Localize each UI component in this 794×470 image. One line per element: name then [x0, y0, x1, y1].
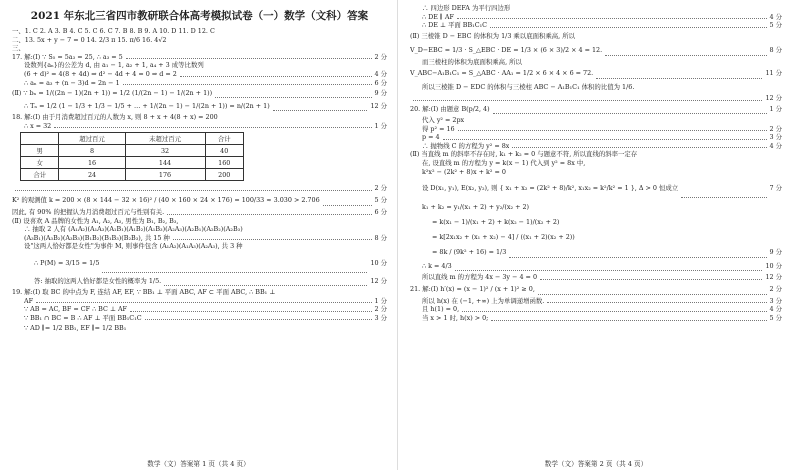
answer-line — [12, 122, 387, 131]
table-header-row — [21, 133, 244, 145]
table-cell: 200 — [205, 169, 244, 181]
answer-line — [410, 66, 782, 81]
score-label: 11 分 — [765, 69, 782, 78]
table-cell: 40 — [205, 145, 244, 157]
score-label: 6 分 — [374, 78, 387, 87]
answer-text: (Ⅱ) ∵ bₙ = 1/((2n − 1)(2n + 1)) = 1/2 (1/(2n − 1) − 1/(2n + 1)) — [12, 89, 213, 98]
score-label: 4 分 — [769, 305, 782, 314]
answer-line — [12, 100, 387, 113]
answer-text: = k(x₁ − 1)/(x₁ + 2) + k(x₂ − 1)/(x₂ + 2) — [432, 218, 560, 227]
score-label: 3 分 — [769, 133, 782, 142]
answer-text: 二、13. 5x + y − 7 = 0 14. 2/3 π 15. π/6 16. 4√2 — [12, 35, 167, 44]
table-cell: 144 — [125, 157, 205, 169]
answer-line — [410, 133, 782, 142]
table-cell: 160 — [205, 157, 244, 169]
answer-line — [410, 273, 782, 282]
answer-text: 而三棱柱的体积为底面积乘高, 所以 — [422, 57, 522, 66]
leader-dots — [538, 282, 767, 295]
answer-line — [410, 230, 782, 245]
answer-line — [410, 282, 782, 297]
answer-line — [410, 30, 782, 43]
score-label: 5 分 — [769, 313, 782, 322]
score-label: 3 分 — [769, 296, 782, 305]
score-label: 1 分 — [374, 296, 387, 305]
answer-line — [410, 142, 782, 151]
score-label: 4 分 — [374, 69, 387, 78]
score-label: 3 分 — [374, 313, 387, 322]
table-cell: 176 — [125, 169, 205, 181]
document-title: 2021 年东北三省四市教研联合体高考模拟试卷（一）数学（文科）答案 — [30, 10, 369, 22]
leader-dots — [547, 297, 766, 304]
table-cell: 男 — [21, 145, 59, 157]
answer-line — [410, 4, 782, 13]
table-cell: 16 — [59, 157, 125, 169]
leader-dots — [123, 79, 372, 86]
answer-line — [12, 314, 387, 323]
answer-text: = 8k / (9k² + 16) = 1/3 — [432, 248, 507, 257]
answer-line — [12, 70, 387, 79]
answer-text: V_ABC−A₁B₁C₁ = S_△ABC · AA₁ = 1/2 × 6 × 4 × 6 = 72. — [410, 69, 594, 78]
leader-dots — [126, 53, 372, 60]
answer-line — [12, 275, 387, 288]
answer-line — [410, 305, 782, 314]
leader-dots — [102, 251, 367, 273]
leader-dots — [215, 87, 371, 98]
answer-text: 得 p² = 16 — [422, 124, 455, 133]
score-label: 1 分 — [374, 121, 387, 130]
leader-dots — [173, 234, 372, 241]
score-label: 12 分 — [370, 276, 387, 285]
answer-line — [12, 242, 387, 251]
answer-line — [410, 245, 782, 260]
answer-text: ∵ BB₁ ∩ BC = B ∴ AF ⊥ 平面 BB₁C₁C — [24, 313, 142, 322]
leader-dots — [512, 142, 766, 149]
answer-text: 代入 y² = 2px — [422, 115, 465, 124]
answer-line — [410, 297, 782, 306]
leader-dots — [36, 297, 371, 304]
answer-line — [410, 103, 782, 116]
answer-text: 18. 解:(Ⅰ) 由于月消费超过百元的人数为 x, 则 8 + x + 4(8 + x) = 200 — [12, 113, 218, 122]
leader-dots — [130, 305, 372, 312]
table-header-cell — [21, 133, 59, 145]
answer-text: 20. 解:(Ⅰ) 由题意 B(p/2, 4) — [410, 104, 490, 113]
leader-dots — [681, 176, 766, 198]
leader-dots — [457, 13, 767, 20]
answer-line — [12, 322, 387, 335]
score-label: 2 分 — [374, 305, 387, 314]
answer-line — [12, 225, 387, 234]
answer-text: 因此, 有 90% 的把握认为月消费超过百元与性别有关. — [12, 207, 165, 216]
table-cell: 32 — [125, 145, 205, 157]
answer-line — [12, 305, 387, 314]
answer-line — [410, 215, 782, 230]
score-label: 12 分 — [765, 94, 782, 103]
leader-dots — [509, 245, 766, 258]
table-cell: 8 — [59, 145, 125, 157]
page-2-footer: 数学（文）答案第 2 页（共 4 页） — [544, 460, 648, 468]
table-cell: 合计 — [21, 169, 59, 181]
answer-line — [12, 87, 387, 100]
answer-line — [410, 260, 782, 273]
leader-dots — [273, 100, 368, 111]
answer-line — [12, 288, 387, 297]
table-row — [21, 157, 244, 169]
score-label: 4 分 — [769, 12, 782, 21]
table-header-cell: 合计 — [205, 133, 244, 145]
answer-text: ∴ P(M) = 3/15 = 1/5 — [34, 258, 100, 267]
score-label: 4 分 — [769, 141, 782, 150]
answer-text: (Ⅱ) 当直线 m 的斜率不存在时, k₁ + k₂ = 0 与题意不符, 所以直线的斜率一定存 — [410, 150, 638, 159]
answer-text: (6 + d)² = 4(8 + 4d) ⇒ d² − 4d + 4 = 0 ⇒ d = 2 — [24, 69, 177, 78]
table-header-cell: 未超过百元 — [125, 133, 205, 145]
leader-dots — [490, 21, 766, 28]
answer-line — [410, 200, 782, 215]
table-header-cell: 超过百元 — [59, 133, 125, 145]
score-label: 7 分 — [769, 184, 782, 193]
score-label: 9 分 — [374, 89, 387, 98]
leader-dots — [164, 275, 367, 286]
answer-text: ∴ x = 32 — [24, 121, 52, 130]
answer-text: 三、 — [12, 44, 25, 53]
answer-line — [410, 116, 782, 125]
leader-dots — [491, 314, 766, 321]
score-label: 2 分 — [374, 184, 387, 193]
answer-text: 当 x > 1 时, h(x) > 0; — [422, 313, 489, 322]
answer-line — [410, 21, 782, 30]
answer-line — [12, 61, 387, 70]
answer-line — [410, 159, 782, 168]
answer-line — [410, 125, 782, 134]
score-label: 8 分 — [769, 45, 782, 54]
answer-line — [410, 81, 782, 94]
leader-dots — [15, 184, 372, 191]
leader-dots — [462, 305, 766, 312]
answer-text: AF — [24, 296, 34, 305]
answer-text: 在, 设直线 m 的方程为 y = k(x − 1) 代入到 y² = 8x 中, — [422, 158, 586, 167]
answer-line — [410, 168, 782, 177]
score-label: 8 分 — [374, 233, 387, 242]
score-label: 9 分 — [769, 248, 782, 257]
table-row — [21, 145, 244, 157]
leader-dots — [145, 314, 372, 321]
answer-text: 设 D(x₁, y₁), E(x₂, y₂), 则 { x₁ + x₂ = (2k² + 8)/k², x₁x₂ = k²/k² = 1 }, Δ > 0 恒成立 — [422, 184, 679, 193]
answer-text: 19. 解:(Ⅰ) 取 BC 的中点为 F, 连结 AF, EF, ∵ BB₁ ⊥ 平面 ABC, AF ⊂ 平面 ABC, ∴ BB₁ ⊥ — [12, 287, 276, 296]
answer-line — [410, 94, 782, 103]
table-cell: 24 — [59, 169, 125, 181]
answer-line — [12, 193, 387, 208]
leader-dots — [540, 273, 762, 280]
answer-line — [410, 314, 782, 323]
answer-text: ∴ 四边形 DEFA 为平行四边形 — [422, 4, 511, 12]
answer-text: ∴ Tₙ = 1/2 (1 − 1/3 + 1/3 − 1/5 + … + 1/(2n − 1) − 1/(2n + 1)) = n/(2n + 1) — [24, 102, 270, 111]
answer-text: (Ⅱ) 三棱锥 D − EBC 的体积为 1/3 乘以底面积乘高, 所以 — [410, 31, 575, 40]
score-label: 12 分 — [765, 273, 782, 282]
answer-line — [410, 13, 782, 22]
answer-text: ∴ aₙ = a₃ + (n − 3)d = 2n − 1 — [24, 78, 120, 87]
answer-line — [12, 44, 387, 53]
answer-line — [410, 43, 782, 58]
answer-text: ∴ 抛物线 C 的方程为 y² = 8x — [422, 141, 510, 150]
leader-dots — [54, 122, 371, 129]
leader-dots — [596, 66, 762, 79]
leader-dots — [323, 193, 372, 206]
score-label: 2 分 — [769, 124, 782, 133]
page-1-text-bottom — [12, 184, 387, 335]
answer-text: k₁ + k₂ = y₁/(x₁ + 2) + y₂/(x₂ + 2) — [422, 203, 530, 212]
answer-line — [12, 36, 387, 45]
answer-line — [12, 234, 387, 243]
score-label: 10 分 — [765, 262, 782, 271]
answer-text: 所以直线 m 的方程为 4x − 3y − 4 = 0 — [422, 273, 538, 282]
leader-dots — [167, 208, 371, 215]
answer-text: ∴ 抽取 2 人有 (A₁A₂)(A₁A₃)(A₁B₁)(A₁B₂)(A₁B₃)(A₂A₃)(A₂B₁)(A₂B₂)(A₂B₃) — [24, 225, 243, 234]
answer-line — [410, 58, 782, 67]
score-label: 5 分 — [769, 21, 782, 30]
answer-text: 21. 解:(Ⅰ) h′(x) = (x − 1)² / (x + 1)² ≥ 0, — [410, 284, 535, 293]
answer-text: 所以三棱锥 D − EDC 的体积与三棱柱 ABC − A₁B₁C₁ 体积的比值为 1/6. — [422, 83, 635, 92]
leader-dots — [458, 125, 767, 132]
page-1-footer: 数学（文）答案第 1 页（共 4 页） — [147, 460, 250, 468]
contingency-table — [20, 132, 244, 181]
answer-text: (A₃B₁)(A₃B₂)(A₃B₃)(B₁B₂)(B₁B₃)(B₂B₃), 共 15 种 — [24, 233, 170, 242]
score-label: 5 分 — [374, 195, 387, 204]
answer-text: ∴ DE ∥ AF — [422, 12, 454, 21]
page-1-text-top — [12, 27, 387, 130]
page-2-text — [410, 4, 782, 323]
answer-line — [12, 113, 387, 122]
table-cell: 女 — [21, 157, 59, 169]
leader-dots — [493, 103, 767, 114]
answer-text: 一、1. C 2. A 3. B 4. C 5. C 6. C 7. B 8. B 9. A 10. D 11. D 12. C — [12, 27, 215, 35]
score-label: 6 分 — [374, 207, 387, 216]
answer-line — [410, 150, 782, 159]
leader-dots — [413, 94, 762, 101]
answer-text: 设数列{aₙ}的公差为 d, 由 a₁ − 1, a₂ + 1, a₄ + 3 成等比数列 — [24, 61, 204, 70]
score-label: 2 分 — [769, 284, 782, 293]
score-label: 2 分 — [374, 52, 387, 61]
answer-text: 17. 解:(Ⅰ) ∵ S₅ = 5a₃ = 25, ∴ a₃ = 5 — [12, 52, 123, 61]
leader-dots — [605, 43, 766, 56]
table-row — [21, 169, 244, 181]
answer-text: k²x² − (2k² + 8)x + k² = 0 — [422, 167, 506, 176]
answer-line — [12, 27, 387, 36]
answer-text: K² 的观测值 k = 200 × (8 × 144 − 32 × 16)² / (40 × 160 × 24 × 176) = 100/33 ≈ 3.030 > 2.706 — [12, 195, 320, 204]
answer-text: 所以 h(x) 在 (−1, +∞) 上为单调递增函数. — [422, 296, 545, 305]
score-label: 12 分 — [370, 102, 387, 111]
answer-text: = k[2x₁x₂ + (x₁ + x₂) − 4] / ((x₁ + 2)(x₂ + 2)) — [432, 233, 575, 242]
answer-page-2 — [397, 0, 794, 470]
answer-line — [12, 79, 387, 88]
answer-line — [12, 217, 387, 226]
answer-text: ∵ AD ∥= 1/2 BB₁, EF ∥= 1/2 BB₁ — [24, 324, 127, 333]
answer-text: p = 4 — [422, 133, 440, 142]
score-label: 1 分 — [769, 104, 782, 113]
answer-line — [12, 184, 387, 193]
answer-line — [12, 297, 387, 306]
leader-dots — [443, 133, 767, 140]
answer-text: 答: 抽取的这两人恰好都是女性的概率为 1/5. — [34, 276, 162, 285]
answer-text: V_D−EBC = 1/3 · S_△EBC · DE = 1/3 × (6 × 3)/2 × 4 = 12. — [410, 45, 603, 54]
answer-text: (Ⅱ) 设喜欢 A 品牌的女性为 A₁, A₂, A₃, 男性为 B₁, B₂, B₃, — [12, 216, 179, 225]
answer-text: 设"这两人恰好都是女性"为事件 M, 则事件包含 (A₁A₂)(A₁A₃)(A₂A₃), 共 3 种 — [24, 242, 243, 251]
answer-line — [12, 251, 387, 275]
answer-text: ∴ DE ⊥ 平面 BB₁C₁C — [422, 21, 488, 30]
answer-text: ∵ AB = AC, BF = CF ∴ BC ⊥ AF — [24, 305, 127, 314]
answer-text: ∴ k = 4/3 — [422, 262, 452, 271]
leader-dots — [455, 260, 763, 271]
score-label: 10 分 — [370, 258, 387, 267]
answer-line — [12, 208, 387, 217]
answer-line — [410, 176, 782, 200]
answer-text: 且 h(1) = 0, — [422, 305, 460, 314]
answer-line — [12, 53, 387, 62]
leader-dots — [180, 70, 372, 77]
